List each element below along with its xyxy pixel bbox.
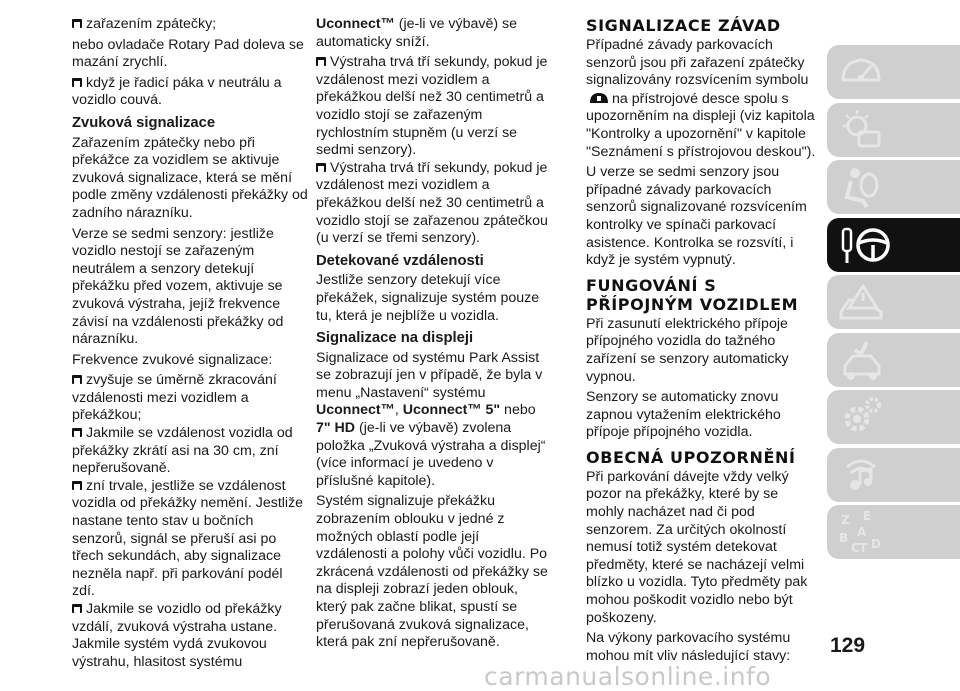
text-column-3 [586, 16, 818, 668]
bullet-item: zní trvale, jestliže se vzdálenost vozidla od překážky nemění. Jestliže nastane tento stav u bočních senzorů, signál se přeruší asi po třech sekundách, aby signalizace nezněla např. při parkování podél zdí. [72, 477, 304, 600]
multimedia-icon [837, 451, 885, 499]
bullet-icon [316, 57, 326, 66]
tab-technical-data[interactable] [827, 390, 960, 444]
paragraph: Systém signalizuje překážku zobrazením oblouku v jedné z možných oblastí podle její vzdálenosti a polohy vůči vozidlu. Po zkrácená vzdálenosti od překážky se na displeji zobrazí jeden oblouk, který pak začne blikat, spustí se přerušovaná zvuková signalizace, která pak zní nepřerušovaně. [316, 493, 548, 651]
svg-text:E: E [863, 509, 872, 523]
warning-lights-icon [837, 106, 885, 154]
chapter-tabs [827, 45, 960, 563]
bullet-item: zařazením zpátečky; [72, 16, 308, 34]
paragraph: Frekvence zvukové signalizace: [72, 351, 273, 368]
paragraph: Signalizace od systému Park Assist se zobrazují jen v případě, že byla v menu „Nastavení“ systému Uconnect™, Uconnect™ 5" nebo 7" HD (je-li ve výbavě) zvolena položka „Zvuková výstraha a displej“ (více informací je uvedeno v příslušné kapitole). [316, 349, 546, 489]
paragraph: Senzory se automaticky znovu zapnou vytažením elektrického přípoje přípojného vozidla. [586, 389, 781, 441]
paragraph: nebo ovladače Rotary Pad doleva se mazání zrychlí. [72, 36, 304, 71]
heading-zvukova-signalizace: Zvuková signalizace [72, 114, 216, 131]
parking-sensor-fault-icon [588, 90, 610, 105]
tab-multimedia[interactable] [827, 448, 960, 502]
paragraph: Jakmile systém vydá zvukovou výstrahu, hlasitost systému [72, 636, 267, 670]
bullet-icon [316, 163, 326, 172]
paragraph: Při zasunutí elektrického přípoje přípojného vozidla do tažného zařízení se senzory automaticky vypnou. [586, 315, 789, 385]
svg-text:D: D [871, 537, 881, 551]
car-dashboard-icon [837, 48, 885, 96]
breakdown-triangle-icon [837, 278, 885, 326]
heading-obecna-upozorneni: OBECNÁ UPOZORNĚNÍ [586, 447, 796, 467]
heading-signalizace-zavad: SIGNALIZACE ZÁVAD [586, 16, 781, 35]
bullet-item: Jakmile se vozidlo od překážky vzdálí, zvuková výstraha ustane. [72, 601, 282, 635]
tab-index[interactable] [827, 505, 960, 559]
text-column-2 [316, 16, 552, 655]
wrench-car-icon [837, 336, 885, 384]
tab-car-dashboard[interactable] [827, 45, 960, 99]
svg-text:B: B [839, 531, 849, 545]
svg-text:A: A [857, 525, 867, 539]
paragraph: Uconnect™ (je-li ve výbavě) se automaticky sníží. [316, 16, 518, 50]
bullet-item: Výstraha trvá tří sekundy, pokud je vzdálenost mezi vozidlem a překážkou delší než 30 centimetrů a vozidlo stojí se zařazeným rychlostním stupněm (u verzí se sedmi senzory). [316, 54, 548, 159]
airbag-seat-icon [837, 163, 885, 211]
svg-text:Z: Z [841, 513, 850, 527]
paragraph: Případné závady parkovacích senzorů jsou při zařazení zpátečky signalizovány rozsvícením symboluna přístrojové desce spolu s upozorněním na displeji (viz kapitola "Kontrolky a upozornění" v kapitole "Seznámení s přístrojovou deskou"). [586, 37, 816, 160]
tab-starting-and-driving[interactable] [827, 218, 960, 272]
technical-data-gears-icon [837, 393, 885, 441]
key-steering-wheel-icon [837, 221, 893, 269]
heading-signalizace-na-displeji: Signalizace na displeji [316, 330, 474, 347]
paragraph: Při parkování dávejte vždy velký pozor na překážky, které by se mohly nacházet nad či pod senzorem. Za určitých okolností nemusí totiž systém detekovat předměty, které se nacházejí velmi blízko u vozidla. Tyto předměty pak mohou poškodit vozidlo nebo být poškozeny. [586, 468, 808, 626]
svg-text:C: C [851, 541, 860, 555]
paragraph: Na výkony parkovacího systému mohou mít vliv následující stavy: [586, 630, 791, 664]
watermark: carmanualsonline.info [484, 662, 772, 691]
tab-safety[interactable] [827, 160, 960, 214]
bullet-icon [72, 481, 82, 490]
paragraph: U verze se sedmi senzory jsou případné závady parkovacích senzorů signalizované rozsvícením kontrolky ve spínači parkovací asistence. Kontrolka se rozsvítí, i když je systém vypnutý. [586, 164, 807, 269]
heading-fungovani-s-pripojnym-vozidlem: FUNGOVÁNÍ S PŘÍPOJNÝM VOZIDLEM [586, 275, 799, 314]
paragraph: Verze se sedmi senzory: jestliže vozidlo nestojí se zařazeným neutrálem a senzory detekují překážku před vozem, aktivuje se zvuková výstraha, jejíž frekvence závisí na vzdálenosti překážky od nárazníku. [72, 225, 284, 348]
bullet-icon [72, 428, 82, 437]
page-number: 129 [830, 634, 866, 657]
paragraph: Zařazením zpátečky nebo při překážce za vozidlem se aktivuje zvuková signalizace, která se mění podle změny vzdálenosti překážky od zadního nárazníku. [72, 134, 308, 221]
tab-servicing[interactable] [827, 333, 960, 387]
bullet-icon [72, 19, 82, 28]
tab-emergency[interactable] [827, 275, 960, 329]
bullet-item: Jakmile se vzdálenost vozidla od překážky zkrátí asi na 30 cm, zní nepřerušovaně. [72, 425, 293, 477]
heading-detekovane-vzdalenosti: Detekované vzdálenosti [316, 252, 484, 269]
text-column-1 [72, 16, 308, 674]
bullet-icon [72, 375, 82, 384]
bullet-item: když je řadicí páka v neutrálu a vozidlo couvá. [72, 74, 282, 109]
svg-text:T: T [859, 541, 868, 555]
alphabetical-index-icon [837, 508, 885, 556]
bullet-icon [72, 78, 82, 87]
tab-warning-lights[interactable] [827, 103, 960, 157]
bullet-icon [72, 604, 82, 613]
bullet-item: Výstraha trvá tří sekundy, pokud je vzdálenost mezi vozidlem a překážkou delší než 30 centimetrů a vozidlo stojí se zařazenou zpátečkou (u verzí se třemi senzory). [316, 159, 548, 247]
bullet-item: zvyšuje se úměrně zkracování vzdálenosti mezi vozidlem a překážkou; [72, 372, 277, 424]
paragraph: Jestliže senzory detekují více překážek, signalizuje systém pouze tu, která je nejblíže u vozidla. [316, 272, 540, 324]
